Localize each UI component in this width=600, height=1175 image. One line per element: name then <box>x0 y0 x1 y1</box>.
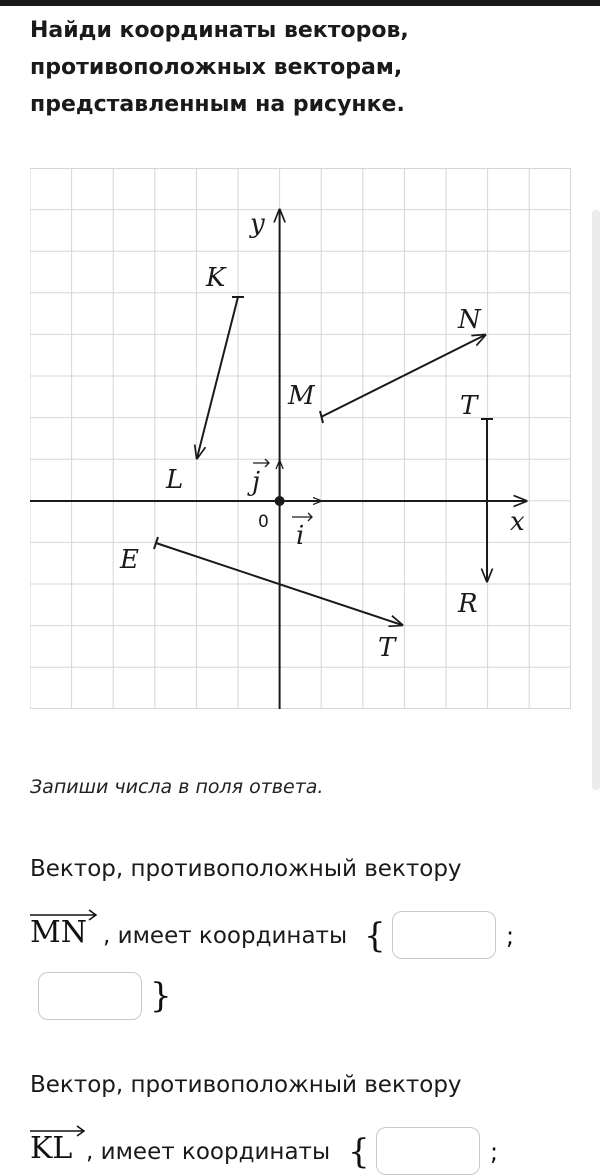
task-title <box>30 12 570 123</box>
kl-x-input[interactable] <box>376 1127 480 1175</box>
label-n: N <box>458 305 481 335</box>
label-j: j <box>252 467 261 497</box>
label-i: i <box>296 521 305 551</box>
open-brace: { <box>348 1132 370 1172</box>
vector-arrow-icon <box>30 908 100 922</box>
vector-kl <box>197 297 244 458</box>
label-m: M <box>288 381 315 411</box>
question-2-suffix: , имеет координаты <box>86 1139 331 1165</box>
title-line-1: Найди координаты векторов, <box>30 18 409 43</box>
label-r: R <box>458 589 478 619</box>
label-k: K <box>206 263 226 293</box>
vector-mn-name: MN <box>30 915 87 950</box>
grid-lines <box>30 168 571 709</box>
separator: ; <box>506 922 515 950</box>
question-2-text: Вектор, противоположный вектору <box>30 1072 462 1098</box>
close-brace: } <box>150 976 172 1016</box>
vector-kl-label <box>30 1131 73 1166</box>
mn-x-input[interactable] <box>392 911 496 959</box>
vector-et <box>154 537 402 625</box>
label-l: L <box>166 465 184 495</box>
top-bar <box>0 0 600 6</box>
vector-kl-name: KL <box>30 1131 73 1166</box>
title-line-3: представленным на рисунке. <box>30 92 405 117</box>
label-x: x <box>510 507 525 537</box>
question-1-text: Вектор, противоположный вектору <box>30 856 462 882</box>
label-y: y <box>250 209 265 239</box>
label-origin: 0 <box>258 512 269 532</box>
label-t-upper: T <box>460 391 478 421</box>
instruction-text: Запиши числа в поля ответа. <box>30 776 324 798</box>
vector-mn-label <box>30 915 87 950</box>
question-1-suffix: , имеет координаты <box>103 923 348 949</box>
vector-arrow-icon <box>30 1124 88 1138</box>
label-t-lower: T <box>378 633 396 663</box>
vector-figure <box>30 168 571 711</box>
mn-y-input[interactable] <box>38 972 142 1020</box>
open-brace: { <box>364 916 386 956</box>
label-e: E <box>120 545 139 575</box>
scrollbar[interactable] <box>592 210 600 790</box>
title-line-2: противоположных векторам, <box>30 55 403 80</box>
coordinate-grid <box>30 168 571 711</box>
separator: ; <box>490 1138 499 1166</box>
